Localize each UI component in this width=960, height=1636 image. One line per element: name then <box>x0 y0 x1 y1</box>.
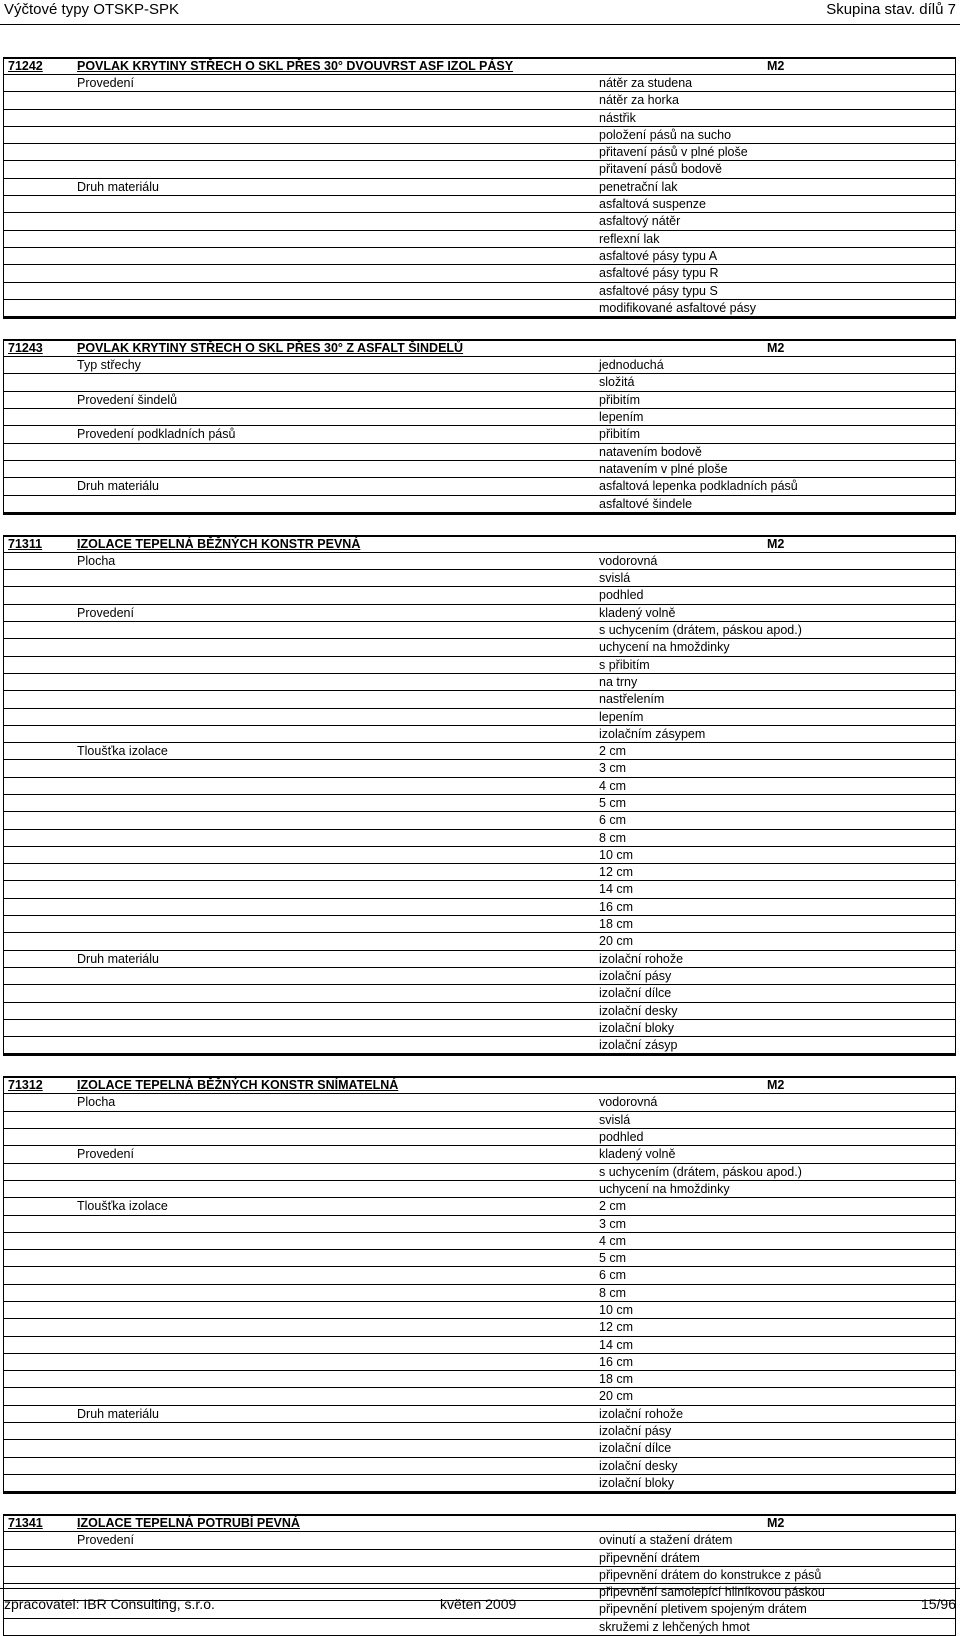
attribute-option: lepením <box>599 410 644 425</box>
item-unit: M2 <box>767 1078 785 1093</box>
item-title: IZOLACE TEPELNÁ BĚŽNÝCH KONSTR SNÍMATELNÁ <box>77 1078 399 1093</box>
option-row <box>4 1337 955 1354</box>
attribute-label: Provedení podkladních pásů <box>77 427 236 442</box>
attribute-option: izolační desky <box>599 1003 678 1018</box>
attribute-option: 4 cm <box>599 1233 627 1248</box>
item-unit: M2 <box>767 536 785 551</box>
option-row <box>4 726 955 743</box>
attribute-option: nátěr za horka <box>599 93 679 108</box>
option-row <box>4 1354 955 1371</box>
attribute-option: modifikované asfaltové pásy <box>599 300 757 315</box>
option-row <box>4 760 955 777</box>
option-row <box>4 265 955 282</box>
attribute-option: 6 cm <box>599 1268 627 1283</box>
option-row <box>4 1020 955 1037</box>
attribute-option: svislá <box>599 1112 631 1127</box>
attribute-option: izolační dílce <box>599 986 672 1001</box>
attribute-option: 10 cm <box>599 847 634 862</box>
attribute-label: Plocha <box>77 553 116 568</box>
option-row <box>4 1532 955 1549</box>
option-row <box>4 691 955 708</box>
attribute-option: s uchycením (drátem, páskou apod.) <box>599 623 802 638</box>
option-row <box>4 1567 955 1584</box>
attribute-option: s uchycením (drátem, páskou apod.) <box>599 1164 802 1179</box>
page-header <box>0 0 960 22</box>
attribute-option: 6 cm <box>599 813 627 828</box>
attribute-option: připevnění pletivem spojeným drátem <box>599 1602 807 1617</box>
item-block <box>3 339 956 515</box>
option-row <box>4 1475 955 1492</box>
option-row <box>4 1458 955 1475</box>
option-row <box>4 92 955 109</box>
item-code: 71341 <box>8 1516 43 1531</box>
header-group-name: Skupina stav. dílů 7 <box>826 1 956 18</box>
option-row <box>4 899 955 916</box>
option-row <box>4 605 955 622</box>
option-row <box>4 847 955 864</box>
attribute-option: kladený volně <box>599 1147 676 1162</box>
attribute-option: nastřelením <box>599 692 665 707</box>
option-row <box>4 1406 955 1423</box>
option-row <box>4 1216 955 1233</box>
attribute-option: asfaltová suspenze <box>599 197 707 212</box>
option-row <box>4 478 955 495</box>
footer-divider <box>0 1588 960 1589</box>
option-row <box>4 1003 955 1020</box>
attribute-option: 14 cm <box>599 1337 634 1352</box>
item-header <box>4 1514 955 1532</box>
attribute-option: nátěr za studena <box>599 76 693 90</box>
option-row <box>4 196 955 213</box>
attribute-option: ovinutí a stažení drátem <box>599 1533 733 1548</box>
attribute-option: asfaltová lepenka podkladních pásů <box>599 479 798 494</box>
option-row <box>4 1164 955 1181</box>
attribute-option: izolační pásy <box>599 968 672 983</box>
option-row <box>4 1146 955 1163</box>
attribute-option: vodorovná <box>599 1095 658 1110</box>
attribute-option: přitavení pásů bodově <box>599 162 723 177</box>
attribute-option: připevnění samolepící hliníkovou páskou <box>599 1585 825 1600</box>
option-row <box>4 357 955 374</box>
attribute-option: izolační dílce <box>599 1441 672 1456</box>
option-row <box>4 1181 955 1198</box>
header-document-title: Výčtové typy OTSKP-SPK <box>4 1 180 18</box>
attribute-option: uchycení na hmoždinky <box>599 1181 730 1196</box>
attribute-label: Provedení šindelů <box>77 392 178 407</box>
attribute-option: 5 cm <box>599 1251 627 1266</box>
attribute-option: 3 cm <box>599 1216 627 1231</box>
attribute-option: asfaltové pásy typu R <box>599 266 719 281</box>
option-row <box>4 409 955 426</box>
attribute-option: natavením v plné ploše <box>599 461 728 476</box>
option-row <box>4 1233 955 1250</box>
attribute-option: izolační bloky <box>599 1475 675 1490</box>
option-row <box>4 110 955 127</box>
option-row <box>4 657 955 674</box>
attribute-option: asfaltové pásy typu A <box>599 248 718 263</box>
option-row <box>4 1285 955 1302</box>
item-blocks <box>0 57 960 1636</box>
option-row <box>4 444 955 461</box>
option-row <box>4 1388 955 1405</box>
option-row <box>4 1550 955 1567</box>
option-row <box>4 1423 955 1440</box>
attribute-label: Druh materiálu <box>77 1406 159 1421</box>
attribute-option: na trny <box>599 674 638 689</box>
option-row <box>4 1319 955 1336</box>
option-row <box>4 213 955 230</box>
item-code: 71242 <box>8 59 43 73</box>
attribute-label: Druh materiálu <box>77 951 159 966</box>
page-footer <box>0 1596 960 1618</box>
attribute-option: izolační pásy <box>599 1424 672 1439</box>
attribute-option: lepením <box>599 709 644 724</box>
option-row <box>4 743 955 760</box>
attribute-option: podhled <box>599 588 644 603</box>
item-title: IZOLACE TEPELNÁ POTRUBÍ PEVNÁ <box>77 1516 300 1531</box>
attribute-label: Druh materiálu <box>77 179 159 194</box>
attribute-option: izolační rohože <box>599 1406 684 1421</box>
attribute-label: Provedení <box>77 1147 134 1162</box>
option-row <box>4 1371 955 1388</box>
attribute-option: 20 cm <box>599 1389 634 1404</box>
option-row <box>4 392 955 409</box>
option-row <box>4 639 955 656</box>
attribute-option: natavením bodově <box>599 444 702 459</box>
option-row <box>4 374 955 391</box>
attribute-option: 4 cm <box>599 778 627 793</box>
footer-page-number: 15/96 <box>920 1596 956 1612</box>
attribute-option: izolační rohože <box>599 951 684 966</box>
attribute-option: připevnění drátem <box>599 1550 700 1565</box>
attribute-option: izolační bloky <box>599 1020 675 1035</box>
option-row <box>4 812 955 829</box>
attribute-option: 16 cm <box>599 1354 634 1369</box>
option-row <box>4 916 955 933</box>
attribute-label: Provedení <box>77 76 134 90</box>
option-row <box>4 570 955 587</box>
option-row <box>4 1198 955 1215</box>
option-row <box>4 144 955 161</box>
attribute-option: 8 cm <box>599 1285 627 1300</box>
item-unit: M2 <box>767 1516 785 1531</box>
attribute-option: položení pásů na sucho <box>599 127 732 142</box>
option-row <box>4 778 955 795</box>
item-title: POVLAK KRYTINY STŘECH O SKL PŘES 30° DVOUVRST ASF IZOL PÁSY <box>77 59 514 73</box>
option-row <box>4 1440 955 1457</box>
attribute-option: asfaltový nátěr <box>599 214 681 229</box>
option-row <box>4 300 955 317</box>
option-row <box>4 830 955 847</box>
attribute-option: 18 cm <box>599 917 634 932</box>
option-row <box>4 553 955 570</box>
footer-date: květen 2009 <box>440 1596 517 1612</box>
option-row <box>4 985 955 1002</box>
item-code: 71243 <box>8 341 43 356</box>
attribute-option: 20 cm <box>599 934 634 949</box>
item-header <box>4 339 955 357</box>
attribute-option: 3 cm <box>599 761 627 776</box>
attribute-option: 10 cm <box>599 1303 634 1317</box>
attribute-option: 12 cm <box>599 865 634 880</box>
option-row <box>4 881 955 898</box>
option-row <box>4 161 955 178</box>
attribute-option: složitá <box>599 375 635 390</box>
item-title: POVLAK KRYTINY STŘECH O SKL PŘES 30° Z ASFALT ŠINDELŮ <box>77 341 464 356</box>
attribute-option: 12 cm <box>599 1320 634 1335</box>
option-row <box>4 674 955 691</box>
option-row <box>4 496 955 513</box>
option-row <box>4 248 955 265</box>
attribute-label: Plocha <box>77 1095 116 1110</box>
option-row <box>4 587 955 604</box>
option-row <box>4 1302 955 1319</box>
option-row <box>4 231 955 248</box>
option-row <box>4 1250 955 1267</box>
item-block <box>3 1076 956 1494</box>
option-row <box>4 968 955 985</box>
attribute-option: 8 cm <box>599 830 627 845</box>
attribute-option: kladený volně <box>599 605 676 620</box>
option-row <box>4 283 955 300</box>
item-header <box>4 535 955 553</box>
attribute-option: připevnění drátem do konstrukce z pásů <box>599 1567 822 1582</box>
attribute-label: Tloušťka izolace <box>77 744 168 759</box>
attribute-option: asfaltové šindele <box>599 496 693 511</box>
attribute-option: 16 cm <box>599 899 634 914</box>
attribute-label: Provedení <box>77 1533 134 1548</box>
item-block <box>3 57 956 319</box>
attribute-option: penetrační lak <box>599 179 678 194</box>
option-row <box>4 622 955 639</box>
attribute-option: izolační zásyp <box>599 1038 678 1053</box>
item-header <box>4 57 955 75</box>
item-header <box>4 1076 955 1094</box>
attribute-option: přitavení pásů v plné ploše <box>599 145 748 160</box>
attribute-option: 5 cm <box>599 795 627 810</box>
attribute-option: jednoduchá <box>599 358 664 373</box>
option-row <box>4 426 955 443</box>
attribute-option: uchycení na hmoždinky <box>599 640 730 655</box>
attribute-option: reflexní lak <box>599 231 660 246</box>
option-row <box>4 75 955 92</box>
option-row <box>4 127 955 144</box>
item-block <box>3 535 956 1057</box>
attribute-option: podhled <box>599 1130 644 1145</box>
option-row <box>4 1129 955 1146</box>
attribute-label: Typ střechy <box>77 358 141 373</box>
attribute-option: svislá <box>599 571 631 586</box>
attribute-option: 2 cm <box>599 1199 627 1214</box>
attribute-label: Druh materiálu <box>77 479 159 494</box>
option-row <box>4 1037 955 1054</box>
item-unit: M2 <box>767 341 785 356</box>
option-row <box>4 951 955 968</box>
attribute-option: nástřik <box>599 110 636 125</box>
option-row <box>4 179 955 196</box>
option-row <box>4 1112 955 1129</box>
option-row <box>4 1619 955 1636</box>
attribute-option: s přibitím <box>599 657 650 672</box>
option-row <box>4 1267 955 1284</box>
attribute-option: přibitím <box>599 392 640 407</box>
attribute-option: asfaltové pásy typu S <box>599 283 718 298</box>
attribute-option: izolační desky <box>599 1458 678 1473</box>
header-divider <box>0 24 960 25</box>
attribute-option: 18 cm <box>599 1372 634 1387</box>
option-row <box>4 933 955 950</box>
option-row <box>4 795 955 812</box>
attribute-option: skružemi z lehčených hmot <box>599 1619 750 1634</box>
item-title: IZOLACE TEPELNÁ BĚŽNÝCH KONSTR PEVNÁ <box>77 536 361 551</box>
item-unit: M2 <box>767 59 785 73</box>
attribute-option: 14 cm <box>599 882 634 897</box>
attribute-option: 2 cm <box>599 744 627 759</box>
option-row <box>4 864 955 881</box>
item-code: 71312 <box>8 1078 43 1093</box>
footer-author: zpracovatel: IBR Consulting, s.r.o. <box>4 1596 215 1612</box>
option-row <box>4 461 955 478</box>
attribute-option: přibitím <box>599 427 640 442</box>
attribute-label: Provedení <box>77 605 134 620</box>
option-row <box>4 1094 955 1111</box>
attribute-label: Tloušťka izolace <box>77 1199 168 1214</box>
attribute-option: vodorovná <box>599 553 658 568</box>
option-row <box>4 709 955 726</box>
attribute-option: izolačním zásypem <box>599 726 706 741</box>
item-code: 71311 <box>8 536 43 551</box>
